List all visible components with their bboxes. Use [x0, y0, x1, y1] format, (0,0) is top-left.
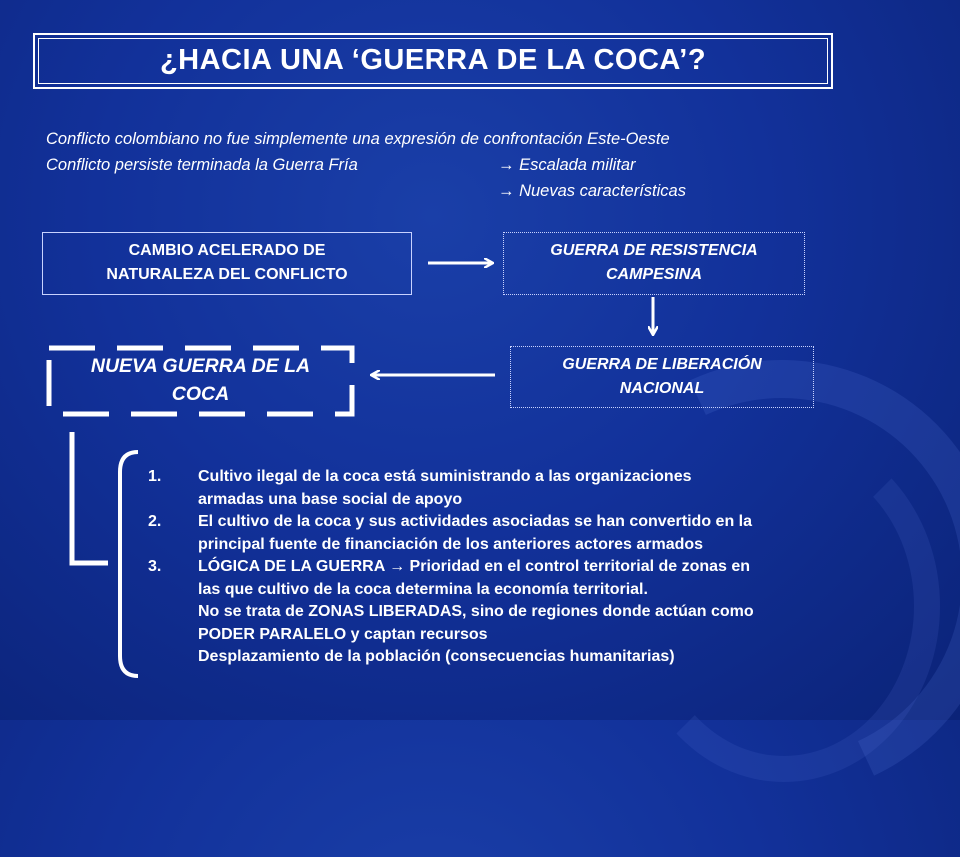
- box-resistencia-line-2: CAMPESINA: [605, 266, 702, 283]
- list-item-line: LÓGICA DE LA GUERRA → Prioridad en el control territorial de zonas en: [198, 558, 751, 575]
- arrow-item-1-label: Escalada militar: [519, 156, 636, 174]
- box-cambio-line-2: NATURALEZA DEL CONFLICTO: [106, 266, 348, 283]
- box-resistencia-line-1: GUERRA DE RESISTENCIA: [550, 242, 758, 259]
- list-bracket: [120, 452, 138, 676]
- list-item-text: [198, 511, 938, 556]
- list-item-line: armadas una base social de apoyo: [198, 490, 463, 508]
- list-item-line: Cultivo ilegal de la coca está suministrando a las organizaciones: [198, 468, 692, 485]
- box-liberacion-line-1: GUERRA DE LIBERACIÓN: [562, 356, 762, 373]
- nueva-dashed-frame: [49, 348, 352, 414]
- consequences-list: [148, 466, 938, 669]
- list-item-line: No se trata de ZONAS LIBERADAS, sino de regiones donde actúan como: [198, 603, 754, 620]
- list-item-text: [198, 466, 938, 511]
- list-item-number: 1.: [148, 468, 162, 485]
- list-item-line: Desplazamiento de la población (consecuencias humanitarias): [198, 648, 675, 665]
- page-title: ¿HACIA UNA ‘GUERRA DE LA COCA’?: [159, 44, 707, 76]
- right-arrow-icon: →: [498, 182, 520, 200]
- list-item-line: principal fuente de financiación de los anteriores actores armados: [198, 535, 704, 553]
- list-item-line: las que cultivo de la coca determina la economía territorial.: [198, 580, 648, 598]
- list-item-line: PODER PARALELO y captan recursos: [198, 625, 488, 643]
- right-arrow-icon: →: [498, 156, 520, 174]
- list-item: [148, 511, 938, 556]
- connector-nueva-to-list: [72, 432, 108, 563]
- box-nueva-line-2: COCA: [171, 383, 230, 405]
- list-item-number: 2.: [148, 513, 162, 530]
- box-nueva-line-1: NUEVA GUERRA DE LA: [90, 355, 311, 377]
- list-item-line: El cultivo de la coca y sus actividades asociadas se han convertido en la: [198, 513, 753, 530]
- intro-line-1: Conflicto colombiano no fue simplemente una expresión de confrontación Este-Oeste: [46, 130, 670, 148]
- list-item: [148, 466, 938, 511]
- box-cambio-line-1: CAMBIO ACELERADO DE: [128, 242, 326, 259]
- list-item-number: 3.: [148, 558, 162, 575]
- intro-line-2-text: Conflicto persiste terminada la Guerra Fría: [46, 156, 358, 174]
- arrow-item-2-label: Nuevas características: [519, 182, 686, 200]
- list-item-text: [198, 556, 938, 669]
- box-liberacion-line-2: NACIONAL: [619, 380, 705, 397]
- list-item: [148, 556, 938, 669]
